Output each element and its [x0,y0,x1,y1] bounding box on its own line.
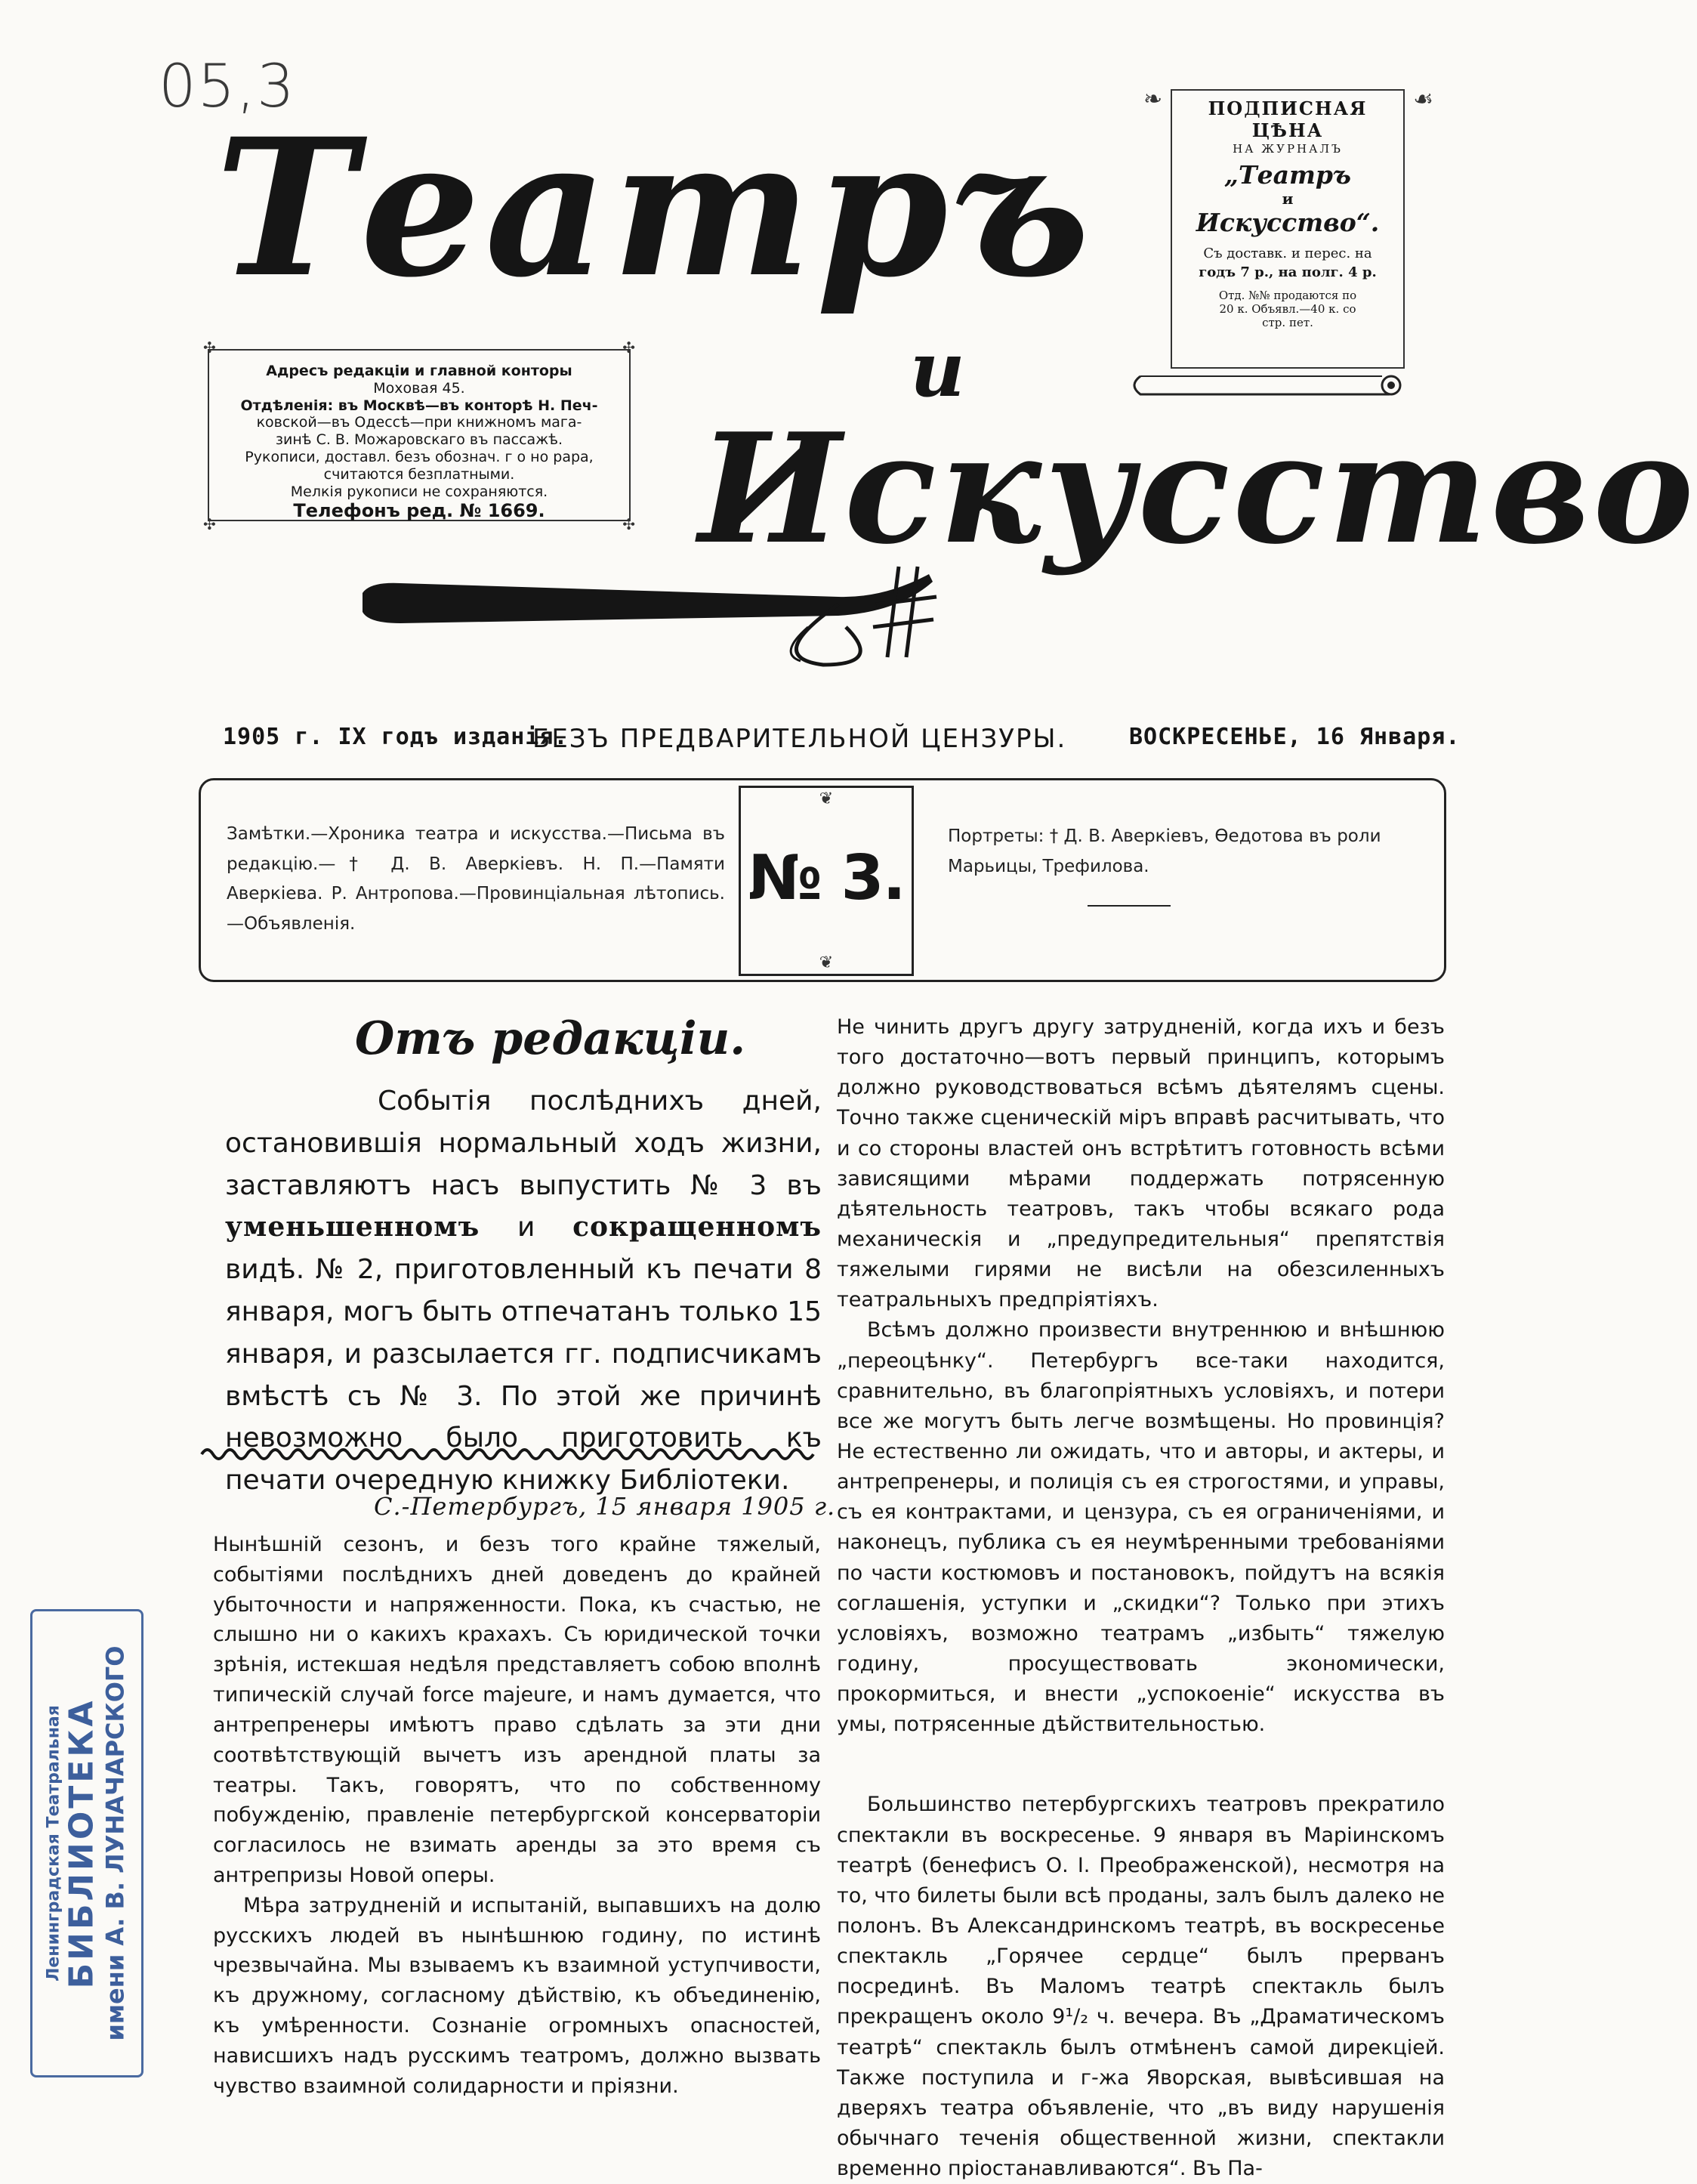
address-line: Рукописи, доставл. безъ обознач. г о но рара, [245,448,594,465]
editorial-address-box [203,338,635,533]
corner-ornament-icon: ✣ [203,338,216,357]
address-line: Мелкія рукописи не сохраняются. [290,483,548,500]
lead-text: Событія послѣднихъ дней, остановившія нормальный ходъ жизни, заставляютъ насъ выпустить № 3 въ [225,1086,822,1201]
stamp-line: БИБЛИОТЕКА [62,1697,101,1989]
right-column [837,1012,1445,2184]
masthead-title-art: Искусство [699,400,1697,578]
masthead-title-theatre: Театръ [215,97,1095,319]
place-date: С.-Петербургъ, 15 января 1905 г. [374,1492,836,1521]
price-line: стр. пет. [1262,315,1313,329]
price-line: Отд. №№ продаются по [1218,288,1357,302]
corner-ornament-icon: ✣ [203,515,216,533]
article-paragraph: Нынѣшній сезонъ, и безъ того крайне тяжелый, событіями послѣднихъ дней доведенъ до крайней убыточности и напряженности. Пока, къ счастью, не слышно ни о какихъ крахахъ. Съ юридической точки зрѣнія, истекшая недѣля представляетъ собою вполнѣ типическій случай force majeure, и намъ думается, что антрепренеры имѣютъ право сдѣлать за эти дни соотвѣтствующій вычетъ изъ арендной платы за театры. Такъ, говорятъ, что по собственному побужденію, правленіе петербургской консерваторіи согласилось не взимать аренды за это время съ антрепризы Новой оперы. [213,1533,821,1887]
price-journal-name: „Театръ [1224,159,1351,190]
issue-number: № 3. [748,842,905,914]
subscription-price-box [1143,86,1433,369]
dateline-year: 1905 г. IX годъ изданія. [223,724,569,750]
corner-ornament-icon: ✣ [622,338,635,357]
dateline-censorship: БЕЗЪ ПРЕДВАРИТЕЛЬНОЙ ЦЕНЗУРЫ. [532,724,1067,754]
stamp-line: Ленинградская Театральная [44,1705,63,1982]
contents-list: Замѣтки.—Хроника театра и искусства.—Письма въ редакцію.—† Д. В. Аверкіевъ. Н. П.—Памяти Аверкіева. Р. Антропова.—Провинціальная лѣтопись.—Объявленія. [227,824,725,934]
portraits-list: Портреты: † Д. В. Аверкіевъ, Ѳедотова въ роли Марьицы, Трефилова. [948,826,1381,876]
masthead-conjunction: и [910,325,965,414]
address-phone: Телефонъ ред. № 1669. [293,500,545,522]
address-line: ковской—въ Одессѣ—при книжномъ мага- [256,414,582,431]
floral-ornament-icon: ❦ [819,953,834,972]
stamp-line: имени А. В. ЛУНАЧАРСКОГО [100,1645,130,2041]
handwritten-archive-mark: 05,3 [159,53,296,121]
address-line: Адресъ редакціи и главной конторы [266,363,572,379]
price-journal-conjunction: и [1282,190,1294,209]
lead-emphasis: сокращенномъ [572,1211,822,1243]
scroll-ornament-icon [1125,370,1405,400]
address-line: Моховая 45. [373,379,465,397]
lead-text: и [517,1212,535,1243]
corner-ornament-icon: ✣ [622,515,635,533]
price-line: 20 к. Объявл.—40 к. со [1219,301,1356,316]
dateline-date: ВОСКРЕСЕНЬЕ, 16 Января. [1129,724,1461,750]
scroll-ornament-icon: ❧ [1143,86,1163,113]
article-paragraph: Мѣра затрудненій и испытаній, выпавшихъ на долю русскихъ людей въ нынѣшнюю годину, по истинѣ чрезвычайна. Мы взываемъ къ взаимной уступчивости, къ дружному, согласному дѣйствію, къ объединенію, къ умѣренности. Сознаніе огромныхъ опасностей, нависшихъ надъ русскимъ театромъ, должно вызвать чувство взаимной солидарности и пріязни. [213,1893,821,2098]
scroll-ornament-icon: ☙ [1413,86,1433,113]
article-paragraph: Большинство петербургскихъ театровъ прекратило спектакли въ воскресенье. 9 января въ Маріинскомъ театрѣ (бенефисъ О. І. Преображенской), несмотря на то, что билеты были всѣ проданы, залъ былъ далеко не полонъ. Въ Александринскомъ театрѣ, въ воскресенье спектакль „Горячее сердце“ былъ прерванъ посрединѣ. Въ Маломъ театрѣ спектакль былъ прекращенъ около 9¹/₂ ч. вечера. Въ „Драматическомъ театрѣ“ спектакль былъ отмѣненъ самой дирекціей. Также поступила и г-жа Яворская, вывѣсившая на дверяхъ театра объявленіе, что „въ виду нарушенія обычнаго теченія общественной жизни, спектакли временно пріостанавливаются“. Въ Па- [837,1793,1445,2181]
price-line: годъ 7 р., на полг. 4 р. [1199,264,1377,281]
lead-text: видѣ. № 2, приготовленный къ печати 8 января, могъ быть отпечатанъ только 15 января, и разсылается гг. подписчикамъ вмѣстѣ съ № 3. По этой же причинѣ невозможно было приготовить къ печати очередную книжку Библіотеки. [225,1254,822,1497]
library-stamp [30,1609,143,2077]
left-column [213,1530,821,2101]
price-heading: ПОДПИСНАЯ ЦѢНА [1208,97,1368,141]
lead-emphasis: уменьшенномъ [225,1211,480,1243]
short-divider [1088,905,1171,907]
issue-number-box [739,786,914,976]
pen-ornament-icon [355,551,974,672]
address-line: считаются безплатными. [323,465,515,483]
price-line: Съ доставк. и перес. на [1203,245,1372,261]
price-subheading: НА ЖУРНАЛЪ [1233,141,1343,156]
article-paragraph: Всѣмъ должно произвести внутреннюю и внѣшнюю „переоцѣнку“. Петербургъ все-таки находится, сравнительно, въ благопріятныхъ условіяхъ, и потери все же могутъ быть легче возмѣщены. Но провинція? Не естественно ли ожидать, что и авторы, и актеры, и антрепренеры, и полиція съ ея строгостями, и управы, съ ея контрактами, и цензура, съ ея ограниченіями, и наконецъ, публика съ ея неумѣренными требованіями по части костюмовъ и постановокъ, пойдутъ на всякія соглашенія, уступки и „скидки“? Только при этихъ условіяхъ, возможно театрамъ „избыть“ тяжелую годину, просуществовать экономически, прокормиться, и внести „успокоеніе“ искусства въ умы, потрясенные дѣйствительностью. [837,1318,1445,1737]
address-line: Отдѣленія: въ Москвѣ—въ конторѣ Н. Печ- [240,397,598,414]
wavy-divider [198,1439,817,1469]
article-paragraph: Не чинить другъ другу затрудненій, когда ихъ и безъ того достаточно—вотъ первый принципъ, которымъ должно руководствоваться всѣмъ дѣятелямъ сцены. Точно также сценическій міръ вправѣ расчитывать, что и со стороны властей онъ встрѣтитъ готовность всѣми зависящими мѣрами поддержать потрясенную дѣятельность театровъ, такъ чтобы всякаго рода механическія и „предупредительныя“ препятствія тяжелыми гирями не висѣли на обезсиленныхъ театральныхъ предпріятіяхъ. [837,1015,1445,1312]
price-journal-name-2: Искусство“. [1196,208,1380,238]
editorial-heading: Отъ редакціи. [355,1012,746,1065]
address-line: зинѣ С. В. Можаровскаго въ пассажѣ. [275,431,563,449]
floral-ornament-icon: ❦ [819,789,834,808]
